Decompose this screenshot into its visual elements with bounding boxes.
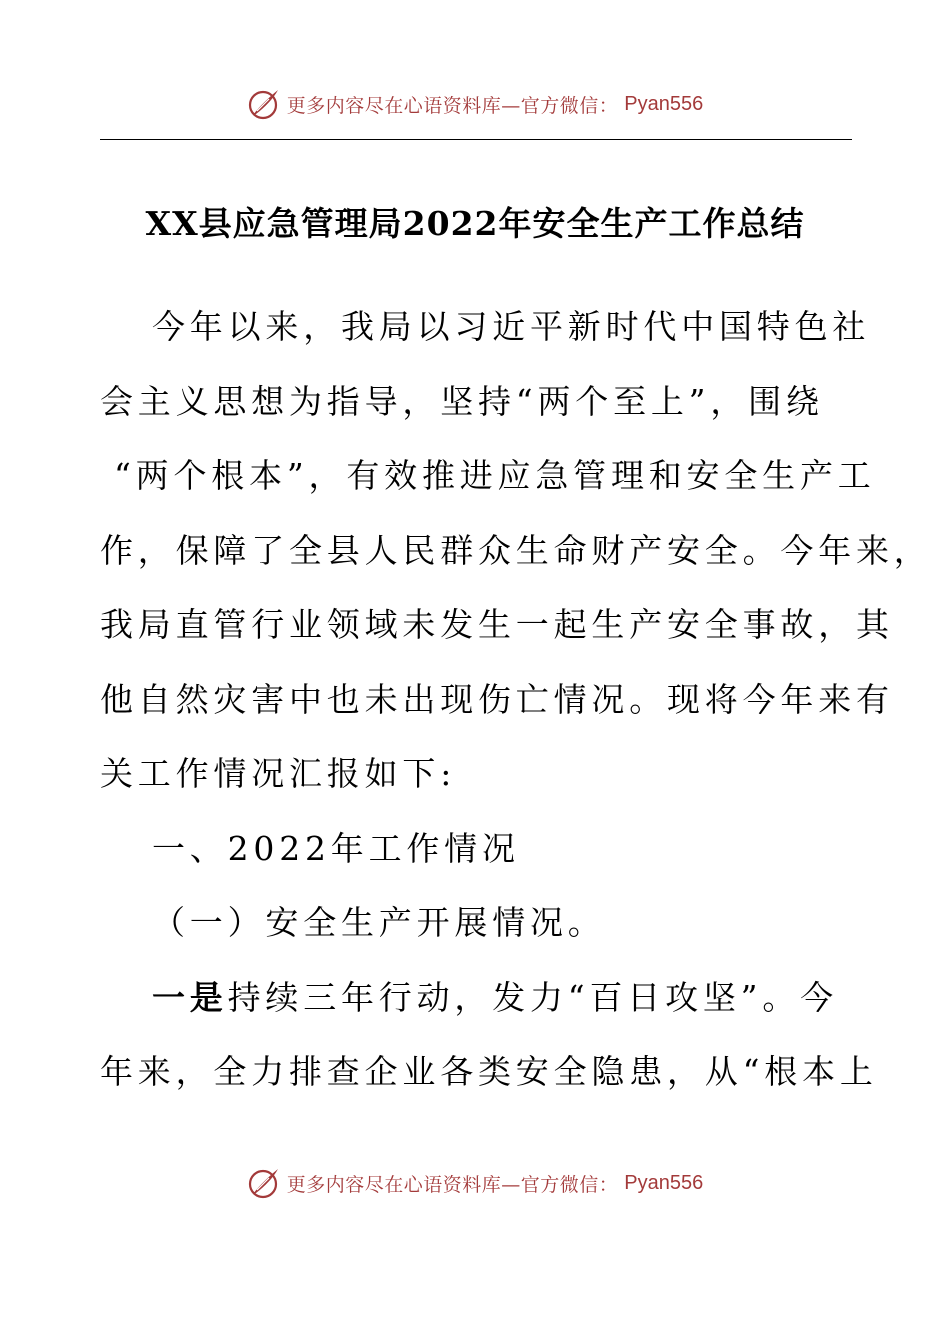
paragraph-line: 我局直管行业领域未发生一起生产安全事故，其	[100, 605, 894, 644]
paragraph-line: 作，保障了全县人民群众生命财产安全。今年来，	[100, 530, 932, 570]
header-divider	[100, 139, 852, 140]
point-lead: 一是	[152, 977, 228, 1017]
document-title: XX县应急管理局2022年安全生产工作总结	[145, 204, 805, 243]
footer-watermark	[0, 1163, 950, 1203]
paragraph-line: “两个根本”，有效推进应急管理和安全生产工	[114, 456, 876, 495]
quill-logo-icon	[247, 87, 281, 121]
paragraph-line: 关工作情况汇报如下:	[100, 754, 457, 793]
document-body	[100, 290, 932, 1110]
watermark-text: 更多内容尽在心语资料库—官方微信：	[286, 1173, 619, 1196]
paragraph-line: 会主义思想为指导，坚持“两个至上”，围绕	[100, 381, 824, 421]
paragraph-line: 今年以来，我局以习近平新时代中国特色社	[152, 307, 871, 346]
section-heading: 一、2022年工作情况	[152, 828, 520, 868]
point-text: 持续三年行动，发力“百日攻坚”。今	[227, 977, 838, 1017]
watermark-text: 更多内容尽在心语资料库—官方微信：	[286, 94, 619, 117]
watermark-contact: Pyan556	[624, 92, 704, 115]
paragraph-line: 他自然灾害中也未出现伤亡情况。现将今年来有	[100, 679, 894, 719]
watermark-contact: Pyan556	[624, 1171, 704, 1194]
quill-logo-icon	[247, 1166, 281, 1200]
point-line	[100, 961, 870, 1036]
subsection-heading: （一）安全生产开展情况。	[152, 903, 606, 942]
header-watermark	[0, 84, 950, 124]
paragraph-line: 年来，全力排查企业各类安全隐患，从“根本上	[100, 1052, 878, 1091]
